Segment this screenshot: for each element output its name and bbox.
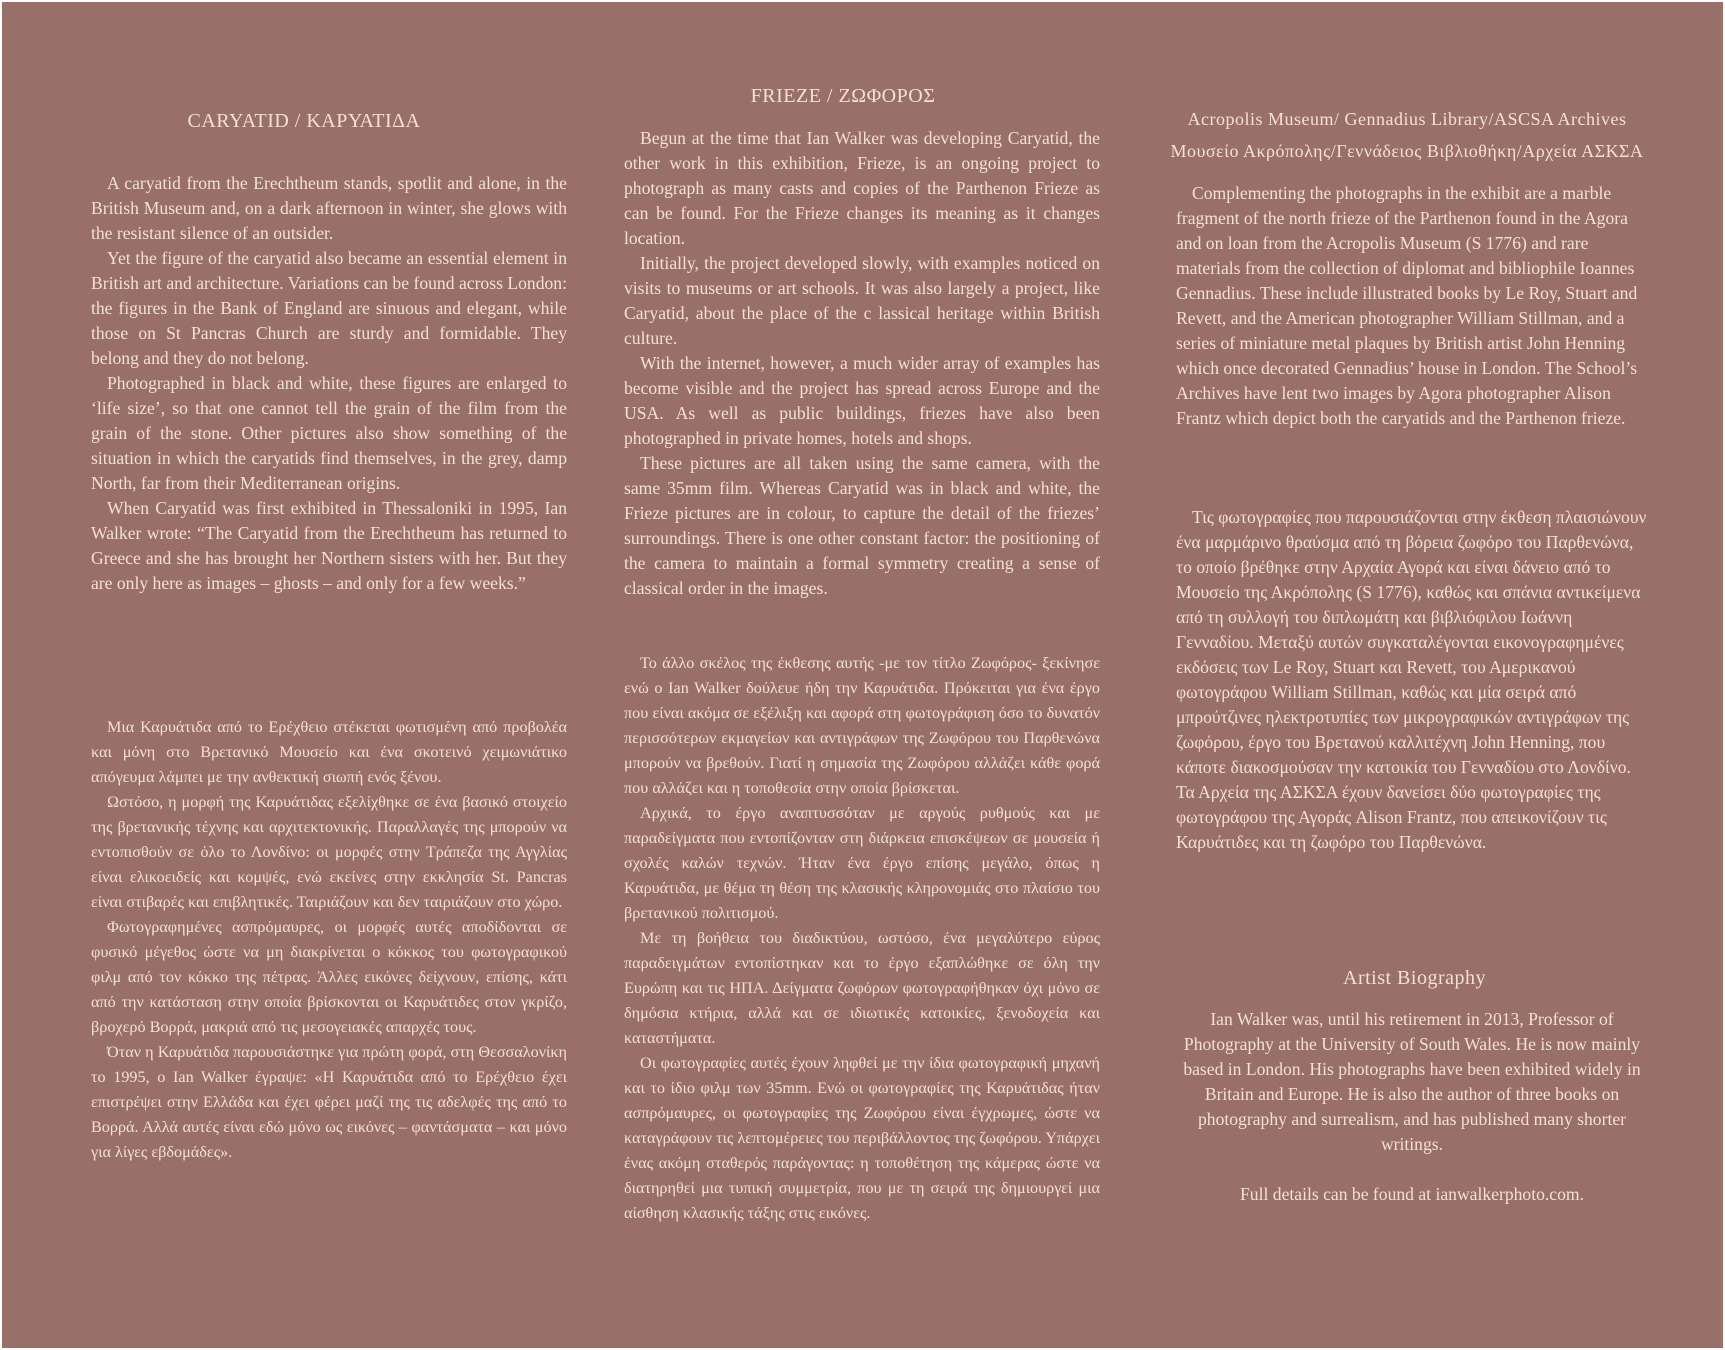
caryatid-title: CARYATID / ΚΑΡΥΑΤΙΔΑ [187, 110, 421, 132]
paragraph: Αρχικά, το έργο αναπτυσσόταν με αργούς ρυθμούς και με παραδείγματα που εντοπίζονταν στη διάρκεια επισκέψεων σε μουσεία ή σχολές καλών τεχνών. Ήταν ένα έργο επίσης μεγάλο, όπως η Καρυάτιδα, με θέμα τη θέση της κλασικής κληρονομιάς στο πλαίσιο του βρετανικού πολιτισμού. [624, 804, 1100, 922]
paragraph: Με τη βοήθεια του διαδικτύου, ωστόσο, ένα μεγαλύτερο εύρος παραδειγμάτων εντοπίστηκαν και το έργο εξαπλώθηκε σε όλη την Ευρώπη και τις ΗΠΑ. Δείγματα ζωφόρων φωτογραφήθηκαν όχι μόνο σε δημόσια κτήρια, αλλά και σε ιδιωτικές κατοικίες, ξενοδοχεία και καταστήματα. [624, 929, 1100, 1047]
paragraph: A caryatid from the Erechtheum stands, spotlit and alone, in the British Museum and, on a dark afternoon in winter, she glows with the resistant silence of an outsider. [91, 173, 567, 243]
archives-greek-text [1176, 505, 1653, 855]
paragraph: Ωστόσο, η μορφή της Καρυάτιδας εξελίχθηκε σε ένα βασικό στοιχείο της βρετανικής τέχνης και αρχιτεκτονικής. Παραλλαγές της μπορούν να εντοπισθούν σε όλο το Λονδίνο: οι μορφές στην Τράπεζα της Αγγλίας είναι ελικοειδείς και κομψές, ενώ εκείνες στην εκκλησία St. Pancras είναι στιβαρές και επιβλητικές. Ταιριάζουν και δεν ταιριάζουν στο χώρο. [91, 793, 567, 911]
biography-text [1170, 1007, 1654, 1157]
paragraph: When Caryatid was first exhibited in Thessaloniki in 1995, Ian Walker wrote: “The Caryatid from the Erechtheum has returned to Greece and she has brought her Northern sisters with her. But they are only here as images – ghosts – and only for a few weeks.” [91, 498, 567, 593]
paragraph: Το άλλο σκέλος της έκθεσης αυτής -με τον τίτλο Ζωφόρος- ξεκίνησε ενώ ο Ian Walker δούλευε ήδη την Καρυάτιδα. Πρόκειται για ένα έργο που είναι ακόμα σε εξέλιξη και αφορά στη φωτογράφιση όσο το δυνατόν περισσότερων εκμαγείων και αντιγράφων της Ζωφόρου του Παρθενώνα μπορούν να βρεθούν. Γιατί η σημασία της Ζωφόρου αλλάζει κάθε φορά που αλλάζει και η τοποθεσία στην οποία βρίσκεται. [624, 654, 1100, 797]
details-line: Full details can be found at ianwalkerphoto.com. [1240, 1184, 1584, 1204]
paragraph: With the internet, however, a much wider array of examples has become visible and the project has spread across Europe and the USA. As well as public buildings, friezes have also been photographed in private homes, hotels and shops. [624, 353, 1100, 448]
paragraph: Begun at the time that Ian Walker was developing Caryatid, the other work in this exhibition, Frieze, is an ongoing project to photograph as many casts and copies of the Parthenon Frieze as can be found. For the Frieze changes its meaning as it changes location. [624, 128, 1100, 248]
frieze-greek-text [624, 651, 1100, 1226]
frieze-english-text [624, 126, 1100, 601]
caryatid-greek-text [91, 715, 567, 1165]
archives-english-text [1176, 181, 1653, 431]
paragraph: Ian Walker was, until his retirement in 2013, Professor of Photography at the University of South Wales. He is now mainly based in London. His photographs have been exhibited widely in Britain and Europe. He is also the author of three books on photography and surrealism, and has published many shorter writings. [1183, 1009, 1641, 1154]
frieze-title: FRIEZE / ΖΩΦΟΡΟΣ [750, 85, 936, 107]
paragraph: Οι φωτογραφίες αυτές έχουν ληφθεί με την ίδια φωτογραφική μηχανή και το ίδιο φιλμ των 35mm. Ενώ οι φωτογραφίες της Καρυάτιδας ήταν ασπρόμαυρες, οι φωτογραφίες της Ζωφόρου είναι έγχρωμες, ώστε να καταγράφουν τις λεπτομέρειες του περιβάλλοντος της ζωφόρου. Υπάρχει ένας ακόμη σταθερός παράγοντας: η τοποθέτηση της κάμερας ώστε να διατηρηθεί μια τυπική συμμετρία, που με τη σειρά της δημιουργεί μια αίσθηση κλασικής τάξης στις εικόνες. [624, 1054, 1100, 1222]
paragraph: These pictures are all taken using the same camera, with the same 35mm film. Whereas Caryatid was in black and white, the Frieze pictures are in colour, to capture the detail of the friezes’ surroundings. There is one other constant factor: the positioning of the camera to maintain a formal symmetry creating a sense of classical order in the images. [624, 453, 1100, 598]
paragraph: Τις φωτογραφίες που παρουσιάζονται στην έκθεση πλαισιώνουν ένα μαρμάρινο θραύσμα από τη βόρεια ζωφόρο του Παρθενώνα, το οποίο βρέθηκε στην Αρχαία Αγορά και είναι δάνειο από το Μουσείο της Ακρόπολης (S 1776), καθώς και σπάνια αντικείμενα από τη συλλογή του διπλωμάτη και βιβλιόφιλου Ιωάννη Γενναδίου. Μεταξύ αυτών συγκαταλέγονται εικονογραφημένες εκδόσεις των Le Roy, Stuart και Revett, του Αμερικανού φωτογράφου William Stillman, καθώς και μία σειρά από μπρούτζινες ηλεκτροτυπίες των μικρογραφικών αντιγράφων της ζωφόρου, έργο του Βρετανού καλλιτέχνη John Henning, που κάποτε διακοσμούσαν την κατοικία του Γενναδίου στο Λονδίνο. Τα Αρχεία της ΑΣΚΣΑ έχουν δανείσει δύο φωτογραφίες της φωτογράφου της Αγοράς Alison Frantz, που απεικονίζουν τις Καρυάτιδες και τη ζωφόρο του Παρθενώνα. [1176, 507, 1647, 852]
paragraph: Complementing the photographs in the exhibit are a marble fragment of the north frieze of the Parthenon found in the Agora and on loan from the Acropolis Museum (S 1776) and rare materials from the collection of diplomat and bibliophile Ioannes Gennadius. These include illustrated books by Le Roy, Stuart and Revett, and the American photographer William Stillman, and a series of miniature metal plaques by British artist John Henning which once decorated Gennadius’ house in London. The School’s Archives have lent two images by Agora photographer Alison Frantz which depict both the caryatids and the Parthenon frieze. [1176, 183, 1638, 428]
paragraph: Μια Καρυάτιδα από το Ερέχθειο στέκεται φωτισμένη από προβολέα και μόνη στο Βρετανικό Μουσείο και ένα σκοτεινό χειμωνιάτικο απόγευμα λάμπει με την ανθεκτική σιωπή ενός ξένου. [91, 718, 567, 786]
paragraph: Initially, the project developed slowly, with examples noticed on visits to museums or art schools. It was also largely a project, like Caryatid, about the place of the c lassical heritage within British culture. [624, 253, 1100, 348]
paragraph: Photographed in black and white, these figures are enlarged to ‘life size’, so that one cannot tell the grain of the film from the grain of the stone. Other pictures also show something of the situation in which the caryatids find themselves, in the grey, damp North, far from their Mediterranean origins. [91, 373, 567, 493]
biography-details [1170, 1182, 1654, 1207]
archives-title-greek: Μουσείο Ακρόπολης/Γεννάδειος Βιβλιοθήκη/Αρχεία ΑΣΚΣΑ [1170, 141, 1644, 161]
archives-title-english: Acropolis Museum/ Gennadius Library/ASCSA Archives [1187, 109, 1627, 129]
brochure-panel [2, 2, 1723, 1348]
paragraph: Yet the figure of the caryatid also became an essential element in British art and architecture. Variations can be found across London: the figures in the Bank of England are sinuous and elegant, while those on St Pancras Church are sturdy and formidable. They belong and they do not belong. [91, 248, 567, 368]
paragraph: Φωτογραφημένες ασπρόμαυρες, οι μορφές αυτές αποδίδονται σε φυσικό μέγεθος ώστε να μη διακρίνεται ο κόκκος του φωτογραφικού φιλμ από τον κόκκο της πέτρας. Άλλες εικόνες δείχνουν, επίσης, κάτι από την κατάσταση στην οποία βρίσκονται οι Καρυάτιδες στον γκρίζο, βροχερό Βορρά, μακριά από τις μεσογειακές απαρχές τους. [91, 918, 567, 1036]
paragraph: Όταν η Καρυάτιδα παρουσιάστηκε για πρώτη φορά, στη Θεσσαλονίκη το 1995, ο Ian Walker έγραψε: «Η Καρυάτιδα από το Ερέχθειο έχει επιστρέψει στην Ελλάδα και έχει φέρει μαζί της τις αδελφές της από το Βορρά. Αλλά αυτές είναι εδώ μόνο ως εικόνες – φαντάσματα – και μόνο για λίγες εβδομάδες». [91, 1043, 567, 1161]
caryatid-english-text [91, 171, 567, 596]
biography-title: Artist Biography [1343, 967, 1486, 989]
